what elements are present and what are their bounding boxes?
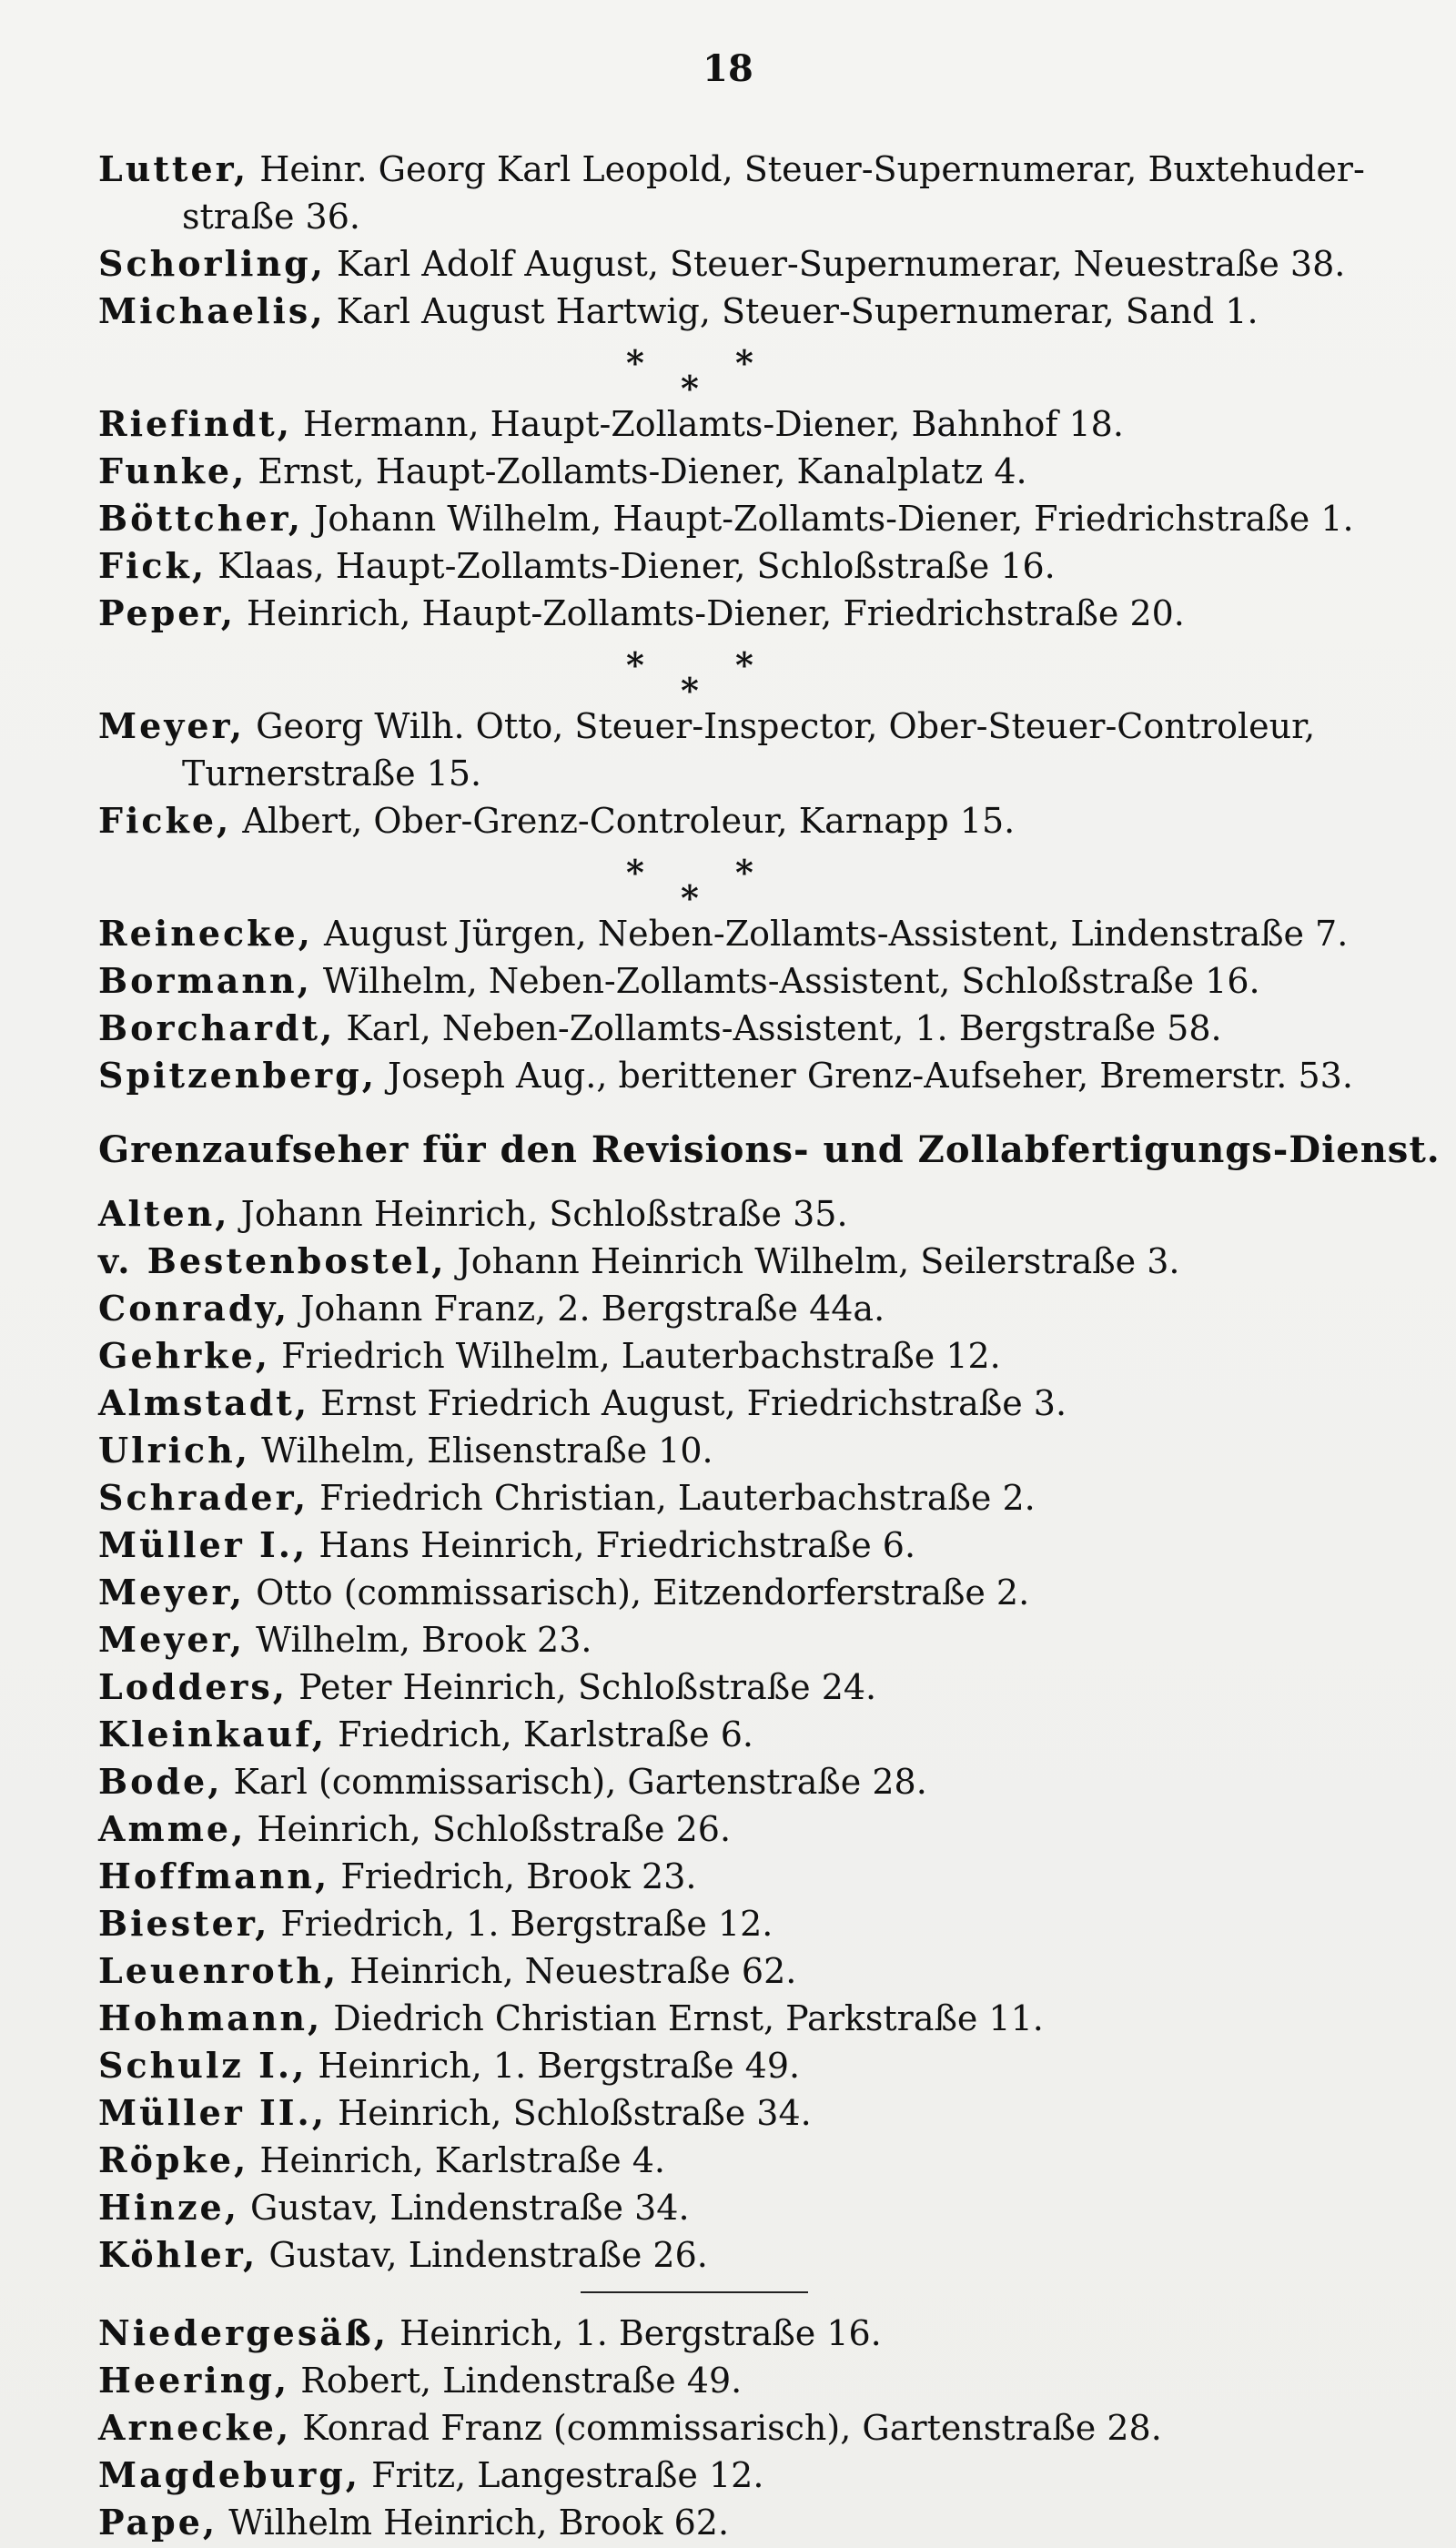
entry-name: Gehrke, bbox=[98, 1335, 271, 1376]
directory-entry bbox=[98, 1190, 1390, 1238]
directory-entry bbox=[98, 2089, 1390, 2137]
star-mark: * bbox=[735, 644, 753, 685]
entry-name: Meyer, bbox=[98, 705, 245, 746]
entry-details: Hermann, Haupt-Zollamts-Diener, Bahnhof 18. bbox=[291, 404, 1124, 444]
entry-name: Magdeburg, bbox=[98, 2454, 361, 2495]
directory-entry bbox=[98, 240, 1390, 288]
entry-details: Gustav, Lindenstraße 34. bbox=[238, 2188, 690, 2228]
directory-entry bbox=[98, 1805, 1390, 1853]
entry-details: Robert, Lindenstraße 49. bbox=[289, 2361, 743, 2401]
entry-details: Konrad Franz (commissarisch), Gartenstraße 28. bbox=[291, 2408, 1162, 2448]
directory-entry bbox=[98, 2184, 1390, 2231]
directory-entry bbox=[98, 1427, 1390, 1474]
entry-continuation: straße 36. bbox=[182, 197, 360, 237]
directory-entry bbox=[98, 1332, 1390, 1380]
directory-entry bbox=[98, 703, 1390, 750]
entry-details: Wilhelm, Neben-Zollamts-Assistent, Schloßstraße 16. bbox=[311, 961, 1260, 1001]
entry-details: Friedrich, 1. Bergstraße 12. bbox=[269, 1904, 774, 1944]
directory-entry bbox=[98, 448, 1390, 495]
entry-name: Hinze, bbox=[98, 2187, 239, 2228]
entry-group-diener bbox=[98, 400, 1390, 637]
entry-name: Peper, bbox=[98, 592, 236, 633]
entry-name: Bormann, bbox=[98, 960, 312, 1001]
entry-name: Funke, bbox=[98, 450, 248, 491]
entry-name: Lodders, bbox=[98, 1666, 288, 1707]
entry-details: Diedrich Christian Ernst, Parkstraße 11. bbox=[322, 1998, 1044, 2038]
entry-name: Fick, bbox=[98, 545, 207, 586]
star-mark: * bbox=[735, 342, 753, 383]
entry-name: Meyer, bbox=[98, 1619, 245, 1660]
entry-name: Bode, bbox=[98, 1761, 223, 1802]
entry-name: Schrader, bbox=[98, 1477, 309, 1518]
directory-entry bbox=[98, 2404, 1390, 2452]
star-mark: * bbox=[626, 852, 644, 893]
entry-details: Karl August Hartwig, Steuer-Supernumerar, Sand 1. bbox=[325, 291, 1259, 331]
entry-details: August Jürgen, Neben-Zollamts-Assistent, Lindenstraße 7. bbox=[312, 914, 1349, 954]
entry-details: Peter Heinrich, Schloßstraße 24. bbox=[288, 1667, 877, 1707]
entry-details: Johann Franz, 2. Bergstraße 44a. bbox=[289, 1289, 885, 1329]
entry-details: Gustav, Lindenstraße 26. bbox=[258, 2235, 708, 2275]
directory-entry bbox=[98, 146, 1390, 193]
entry-details: Friedrich, Karlstraße 6. bbox=[327, 1714, 754, 1754]
directory-entry bbox=[98, 1711, 1390, 1758]
directory-entry bbox=[98, 1947, 1390, 1995]
entry-name: Hohmann, bbox=[98, 1997, 323, 2038]
entry-details: Klaas, Haupt-Zollamts-Diener, Schloßstraße 16. bbox=[207, 546, 1056, 586]
directory-entry bbox=[98, 1474, 1390, 1522]
entry-group-assistent bbox=[98, 910, 1390, 1099]
entry-details: Joseph Aug., berittener Grenz-Aufseher, Bremerstr. 53. bbox=[376, 1056, 1353, 1096]
star-mark: * bbox=[626, 644, 644, 685]
entry-details: Wilhelm Heinrich, Brook 62. bbox=[217, 2502, 730, 2543]
entry-details: Heinrich, Neuestraße 62. bbox=[339, 1951, 797, 1991]
entry-name: Röpke, bbox=[98, 2139, 249, 2180]
entry-name: Spitzenberg, bbox=[98, 1055, 377, 1096]
star-separator bbox=[98, 637, 1390, 711]
entry-details: Heinrich, Karlstraße 4. bbox=[248, 2140, 665, 2180]
entry-name: Almstadt, bbox=[98, 1382, 310, 1423]
entry-details: Heinrich, 1. Bergstraße 49. bbox=[307, 2046, 801, 2086]
directory-entry bbox=[98, 400, 1390, 448]
directory-entry bbox=[98, 1900, 1390, 1947]
entry-details: Friedrich Christian, Lauterbachstraße 2. bbox=[308, 1478, 1036, 1518]
entry-details: Heinrich, Haupt-Zollamts-Diener, Friedrichstraße 20. bbox=[235, 593, 1185, 633]
directory-entry bbox=[98, 1616, 1390, 1663]
entry-details: Heinr. Georg Karl Leopold, Steuer-Supernumerar, Buxtehuder- bbox=[248, 149, 1365, 189]
entry-name: Lutter, bbox=[98, 148, 249, 189]
horizontal-rule bbox=[581, 2291, 808, 2293]
entry-group-controleur bbox=[98, 703, 1390, 844]
directory-entry bbox=[98, 2499, 1390, 2546]
directory-content bbox=[98, 146, 1441, 2546]
entry-name: Meyer, bbox=[98, 1572, 245, 1613]
directory-entry bbox=[98, 957, 1390, 1005]
star-separator bbox=[98, 844, 1390, 918]
entry-name: Alten, bbox=[98, 1193, 230, 1234]
entry-name: Hoffmann, bbox=[98, 1855, 330, 1896]
entry-name: Schulz I., bbox=[98, 2045, 308, 2086]
entry-group-supernumerar bbox=[98, 146, 1390, 335]
entry-name: Borchardt, bbox=[98, 1007, 336, 1048]
entry-group-grenzaufseher bbox=[98, 1190, 1390, 2279]
star-mark: * bbox=[681, 877, 699, 918]
entry-name: Pape, bbox=[98, 2502, 218, 2543]
entry-details: Ernst, Haupt-Zollamts-Diener, Kanalplatz 4. bbox=[247, 451, 1027, 491]
entry-details: Johann Heinrich, Schloßstraße 35. bbox=[229, 1194, 848, 1234]
directory-entry bbox=[98, 2357, 1390, 2404]
entry-name: Michaelis, bbox=[98, 290, 326, 331]
directory-entry bbox=[98, 910, 1390, 957]
directory-entry bbox=[98, 1285, 1390, 1332]
directory-entry bbox=[98, 1853, 1390, 1900]
entry-name: Müller I., bbox=[98, 1524, 308, 1565]
entry-details: Johann Heinrich Wilhelm, Seilerstraße 3. bbox=[446, 1241, 1180, 1281]
directory-entry bbox=[98, 590, 1390, 637]
entry-details: Fritz, Langestraße 12. bbox=[360, 2455, 764, 2495]
directory-entry bbox=[98, 1663, 1390, 1711]
directory-entry bbox=[98, 1238, 1390, 1285]
entry-details: Wilhelm, Elisenstraße 10. bbox=[250, 1431, 713, 1471]
entry-details: Heinrich, Schloßstraße 26. bbox=[246, 1809, 732, 1849]
directory-entry bbox=[98, 495, 1390, 542]
directory-entry bbox=[98, 2452, 1390, 2499]
directory-entry bbox=[98, 542, 1390, 590]
entry-group-grenzaufseher-continued bbox=[98, 2310, 1390, 2546]
entry-name: Riefindt, bbox=[98, 403, 292, 444]
directory-entry bbox=[98, 1005, 1390, 1052]
directory-entry bbox=[98, 2042, 1390, 2089]
entry-name: Ulrich, bbox=[98, 1430, 251, 1471]
entry-name: Kleinkauf, bbox=[98, 1714, 328, 1754]
entry-details: Hans Heinrich, Friedrichstraße 6. bbox=[308, 1525, 916, 1565]
entry-name: Conrady, bbox=[98, 1288, 290, 1329]
directory-entry bbox=[98, 1380, 1390, 1427]
entry-name: Köhler, bbox=[98, 2234, 258, 2275]
entry-name: Schorling, bbox=[98, 243, 326, 284]
directory-entry bbox=[98, 2231, 1390, 2279]
entry-details: Heinrich, 1. Bergstraße 16. bbox=[388, 2313, 882, 2353]
entry-details: Otto (commissarisch), Eitzendorferstraße 2. bbox=[244, 1572, 1030, 1613]
entry-name: Amme, bbox=[98, 1808, 247, 1849]
section-heading: Grenzaufseher für den Revisions- und Zollabfertigungs-Dienst. bbox=[98, 1128, 1441, 1171]
directory-entry bbox=[98, 1522, 1390, 1569]
entry-name: Leuenroth, bbox=[98, 1950, 339, 1991]
star-mark: * bbox=[681, 368, 699, 409]
entry-details: Heinrich, Schloßstraße 34. bbox=[327, 2093, 812, 2133]
entry-name: Biester, bbox=[98, 1903, 270, 1944]
directory-entry bbox=[98, 797, 1390, 844]
page-number: 18 bbox=[703, 47, 753, 90]
directory-entry bbox=[98, 1995, 1390, 2042]
entry-details: Albert, Ober-Grenz-Controleur, Karnapp 15. bbox=[231, 801, 1016, 841]
entry-details: Friedrich, Brook 23. bbox=[329, 1856, 697, 1896]
entry-name: Reinecke, bbox=[98, 913, 313, 954]
directory-entry bbox=[98, 1569, 1390, 1616]
star-mark: * bbox=[681, 670, 699, 711]
entry-details: Ernst Friedrich August, Friedrichstraße 3. bbox=[309, 1383, 1067, 1423]
entry-details: Johann Wilhelm, Haupt-Zollamts-Diener, Friedrichstraße 1. bbox=[303, 499, 1354, 539]
directory-entry bbox=[98, 1758, 1390, 1805]
directory-entry bbox=[98, 1052, 1390, 1099]
star-separator bbox=[98, 335, 1390, 409]
entry-details: Karl Adolf August, Steuer-Supernumerar, Neuestraße 38. bbox=[325, 244, 1346, 284]
entry-name: Müller II., bbox=[98, 2092, 327, 2133]
star-mark: * bbox=[735, 852, 753, 893]
entry-name: Ficke, bbox=[98, 800, 232, 841]
entry-details: Karl, Neben-Zollamts-Assistent, 1. Bergstraße 58. bbox=[335, 1008, 1222, 1048]
entry-name: Arnecke, bbox=[98, 2407, 292, 2448]
entry-name: Niedergesäß, bbox=[98, 2312, 389, 2353]
entry-continuation: Turnerstraße 15. bbox=[182, 753, 482, 794]
entry-details: Karl (commissarisch), Gartenstraße 28. bbox=[222, 1762, 927, 1802]
directory-entry bbox=[98, 2137, 1390, 2184]
entry-details: Wilhelm, Brook 23. bbox=[244, 1620, 592, 1660]
directory-entry bbox=[98, 2310, 1390, 2357]
entry-name: Böttcher, bbox=[98, 498, 303, 539]
entry-name: Heering, bbox=[98, 2360, 290, 2401]
directory-entry bbox=[98, 288, 1390, 335]
entry-details: Friedrich Wilhelm, Lauterbachstraße 12. bbox=[270, 1336, 1001, 1376]
entry-details: Georg Wilh. Otto, Steuer-Inspector, Ober-Steuer-Controleur, bbox=[244, 706, 1316, 746]
star-mark: * bbox=[626, 342, 644, 383]
entry-name: v. Bestenbostel, bbox=[98, 1240, 447, 1281]
